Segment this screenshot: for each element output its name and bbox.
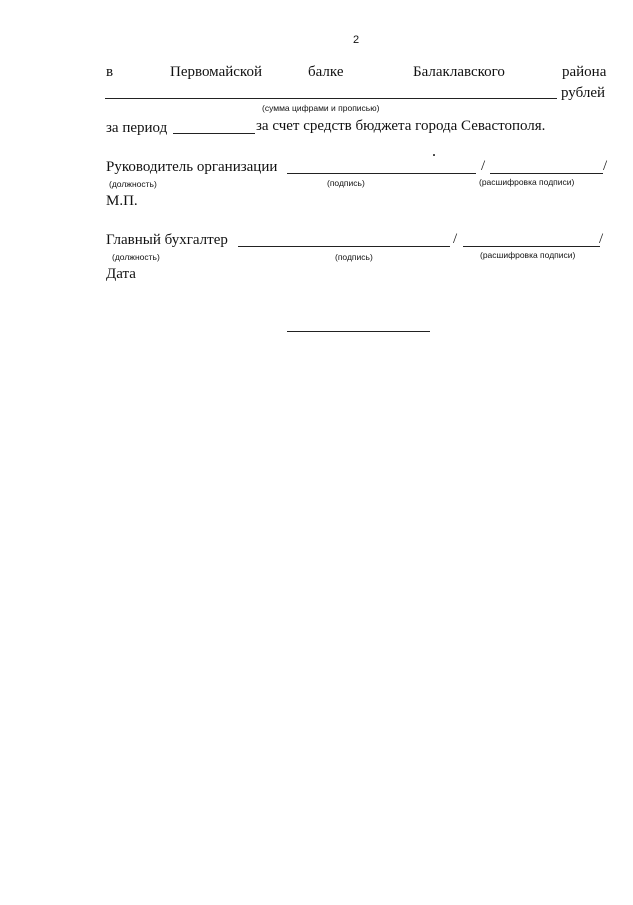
director-signature-line	[287, 173, 476, 174]
page-number: 2	[353, 34, 360, 46]
currency-label: рублей	[561, 85, 606, 101]
line1-word-4: Балаклавского	[413, 64, 505, 80]
director-caption-signature: (подпись)	[327, 178, 365, 188]
accountant-caption-position: (должность)	[112, 252, 160, 262]
accountant-slash-2: /	[599, 231, 604, 247]
director-slash-1: /	[481, 158, 486, 174]
director-label: Руководитель организации	[106, 159, 278, 175]
line1-word-2: Первомайской	[170, 64, 262, 80]
accountant-signature-line	[238, 246, 450, 247]
amount-caption: (сумма цифрами и прописью)	[262, 103, 380, 113]
funding-source-text: за счет средств бюджета города Севастополя.	[256, 118, 546, 134]
director-decoding-line	[490, 173, 603, 174]
accountant-caption-signature: (подпись)	[335, 252, 373, 262]
scan-dot	[433, 154, 435, 156]
period-label: за период	[106, 120, 168, 136]
line1-word-1: в	[106, 64, 114, 80]
director-caption-position: (должность)	[109, 179, 157, 189]
period-blank-line	[173, 133, 255, 134]
line1-word-3: балке	[308, 64, 344, 80]
amount-blank-line	[105, 98, 557, 99]
director-slash-2: /	[603, 158, 608, 174]
accountant-caption-decoding: (расшифровка подписи)	[480, 250, 576, 260]
stamp-label: М.П.	[106, 193, 138, 209]
line1-word-5: района	[562, 64, 607, 80]
director-caption-decoding: (расшифровка подписи)	[479, 177, 575, 187]
accountant-slash-1: /	[453, 231, 458, 247]
accountant-label: Главный бухгалтер	[106, 232, 228, 248]
closing-rule	[287, 331, 430, 332]
date-label: Дата	[106, 266, 136, 282]
accountant-decoding-line	[463, 246, 600, 247]
